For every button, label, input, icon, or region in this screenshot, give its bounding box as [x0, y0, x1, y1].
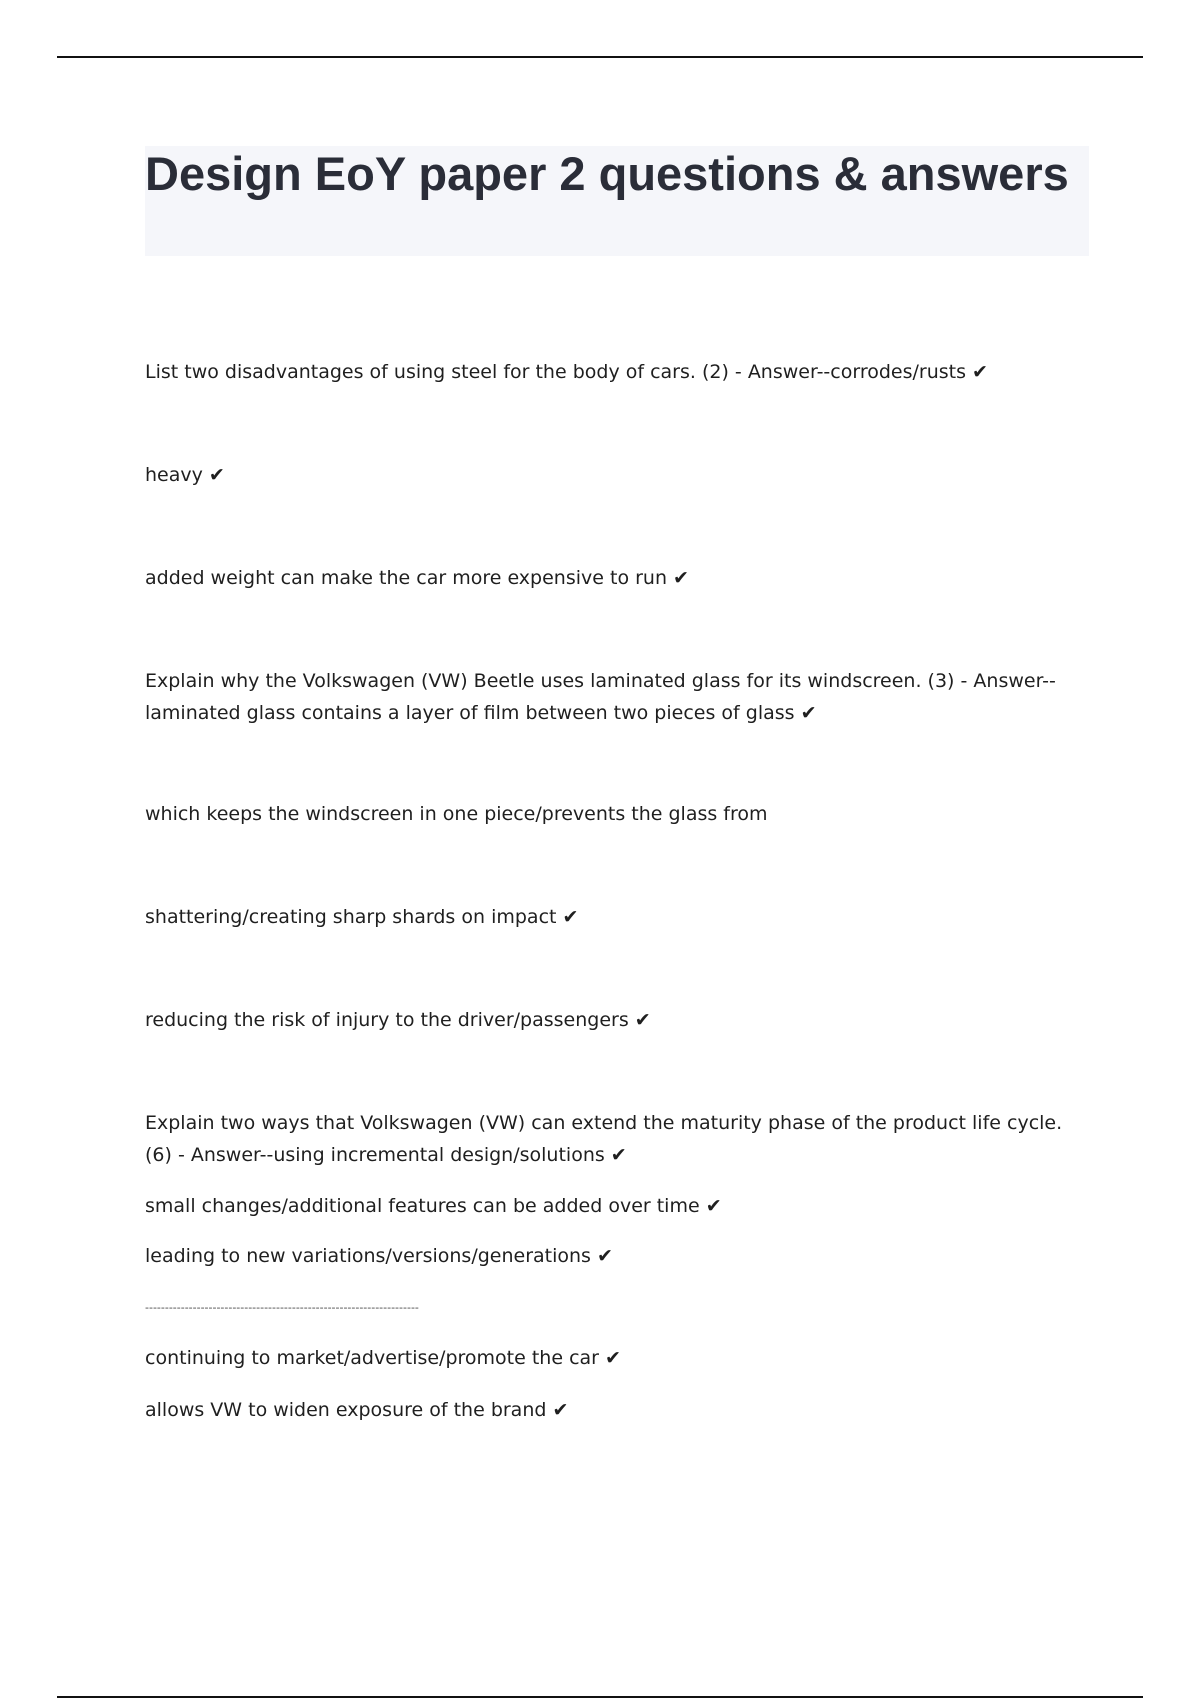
bottom-rule: [57, 1696, 1143, 1698]
answer-line: continuing to market/advertise/promote the car ✔: [145, 1347, 621, 1369]
answer-line: reducing the risk of injury to the driver/passengers ✔: [145, 1009, 651, 1031]
top-rule: [57, 56, 1143, 58]
answer-line: which keeps the windscreen in one piece/prevents the glass from: [145, 803, 768, 825]
question-2-line: Explain why the Volkswagen (VW) Beetle uses laminated glass for its windscreen. (3) - Answer--laminated glass contains a layer of film between two pieces of glass ✔: [145, 670, 1056, 724]
answer-line: heavy ✔: [145, 464, 225, 486]
question-3-line: Explain two ways that Volkswagen (VW) can extend the maturity phase of the product life cycle. (6) - Answer--using incremental design/solutions ✔: [145, 1112, 1063, 1166]
separator-dashes: ---------------------------------------------------------------------: [145, 1301, 419, 1314]
page-title: Design EoY paper 2 questions & answers: [145, 147, 1069, 200]
answer-line: leading to new variations/versions/generations ✔: [145, 1245, 613, 1267]
question-1-line: List two disadvantages of using steel for the body of cars. (2) - Answer--corrodes/rusts ✔: [145, 361, 988, 383]
answer-line: small changes/additional features can be added over time ✔: [145, 1195, 722, 1217]
answer-line: added weight can make the car more expensive to run ✔: [145, 567, 689, 589]
answer-line: shattering/creating sharp shards on impact ✔: [145, 906, 579, 928]
answer-line: allows VW to widen exposure of the brand ✔: [145, 1399, 569, 1421]
